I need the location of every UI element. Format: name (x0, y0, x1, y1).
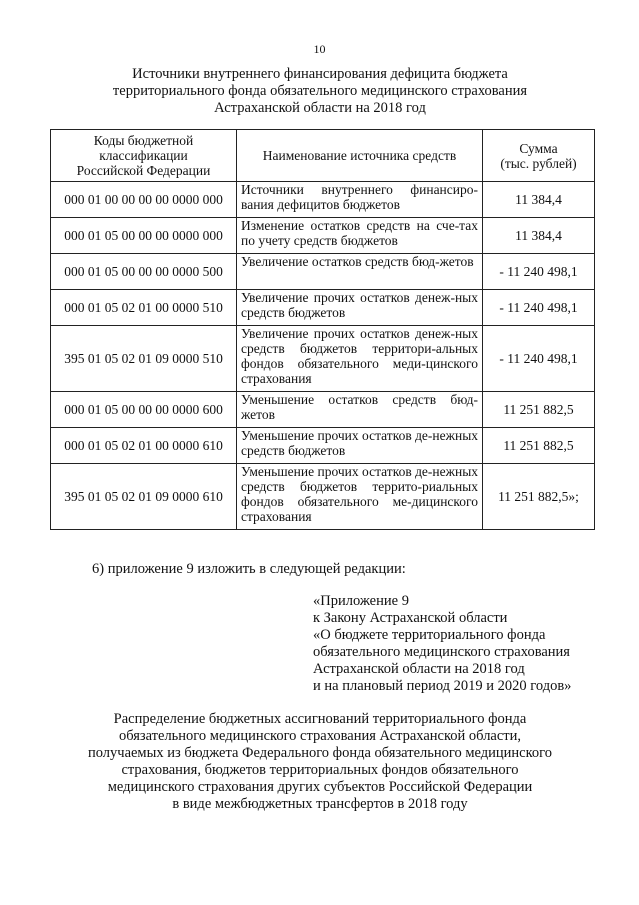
row-name: Увеличение прочих остатков денеж-ных средств бюджетов территори-альных фондов обязательного меди-цинского страхования (237, 326, 483, 392)
appendix-line: обязательного медицинского страхования (313, 644, 570, 660)
row-sum: - 11 240 498,1 (483, 326, 595, 392)
appendix-line: к Закону Астраханской области (313, 610, 508, 626)
row-sum: 11 251 882,5 (483, 428, 595, 464)
row-name: Уменьшение прочих остатков де-нежных средств бюджетов (237, 428, 483, 464)
appendix-reference (313, 593, 613, 695)
row-sum: 11 384,4 (483, 218, 595, 254)
appendix-line: и на плановый период 2019 и 2020 годов» (313, 678, 572, 694)
header-code-line: классификации (99, 148, 188, 163)
title2-line: Распределение бюджетных ассигнований территориального фонда (113, 711, 527, 727)
title2-line: обязательного медицинского страхования Астраханской области, (118, 728, 522, 744)
title2-line: получаемых из бюджета Федерального фонда обязательного медицинского (87, 745, 553, 761)
appendix-line: Астраханской области на 2018 год (313, 661, 525, 677)
header-sum-line: Сумма (519, 140, 558, 156)
row-name: Изменение остатков средств на сче-тах по учету средств бюджетов (237, 218, 483, 254)
title-line: территориального фонда обязательного медицинского страхования (112, 83, 528, 99)
title-line: Источники внутреннего финансирования дефицита бюджета (132, 66, 508, 82)
header-sum-line: (тыс. рублей) (500, 155, 577, 171)
page-number: 10 (313, 42, 326, 56)
row-sum: - 11 240 498,1 (483, 254, 595, 290)
row-sum: 11 384,4 (483, 182, 595, 218)
table-header-row (51, 130, 595, 182)
header-sum (483, 130, 595, 182)
amendment-item: 6) приложение 9 изложить в следующей редакции: (92, 561, 406, 577)
row-code: 395 01 05 02 01 09 0000 510 (51, 326, 237, 392)
table-row (51, 218, 595, 254)
table-row (51, 182, 595, 218)
title2-line: страхования, бюджетов территориальных фондов обязательного (121, 762, 519, 778)
table-row (51, 464, 595, 530)
appendix-line: «О бюджете территориального фонда (313, 627, 546, 643)
row-code: 000 01 05 02 01 00 0000 610 (51, 428, 237, 464)
row-code: 395 01 05 02 01 09 0000 610 (51, 464, 237, 530)
header-code-line: Коды бюджетной (93, 133, 194, 148)
distribution-title (60, 711, 580, 813)
title2-line: в виде межбюджетных трансфертов в 2018 году (172, 796, 468, 812)
row-code: 000 01 05 00 00 00 0000 500 (51, 254, 237, 290)
row-name: Уменьшение остатков средств бюд-жетов (237, 392, 483, 428)
row-name: Увеличение прочих остатков денеж-ных средств бюджетов (237, 290, 483, 326)
row-name: Увеличение остатков средств бюд-жетов (237, 254, 483, 290)
row-name: Источники внутреннего финансиро-вания дефицитов бюджетов (237, 182, 483, 218)
row-sum: 11 251 882,5»; (483, 464, 595, 530)
table-row (51, 326, 595, 392)
table-row (51, 392, 595, 428)
row-sum: 11 251 882,5 (483, 392, 595, 428)
row-sum: - 11 240 498,1 (483, 290, 595, 326)
table-row (51, 428, 595, 464)
header-code (51, 130, 237, 182)
row-name: Уменьшение прочих остатков де-нежных средств бюджетов террито-риальных фондов обязательного ме-дицинского страхования (237, 464, 483, 530)
title-line: Астраханской области на 2018 год (214, 100, 426, 116)
row-code: 000 01 05 00 00 00 0000 600 (51, 392, 237, 428)
section-title (60, 66, 580, 117)
financing-sources-table (50, 129, 595, 530)
table-row (51, 290, 595, 326)
row-code: 000 01 05 00 00 00 0000 000 (51, 218, 237, 254)
header-code-line: Российской Федерации (76, 163, 211, 178)
header-name: Наименование источника средств (237, 130, 483, 182)
row-code: 000 01 05 02 01 00 0000 510 (51, 290, 237, 326)
table-row (51, 254, 595, 290)
title2-line: медицинского страхования других субъектов Российской Федерации (107, 779, 533, 795)
appendix-line: «Приложение 9 (313, 593, 409, 609)
row-code: 000 01 00 00 00 00 0000 000 (51, 182, 237, 218)
